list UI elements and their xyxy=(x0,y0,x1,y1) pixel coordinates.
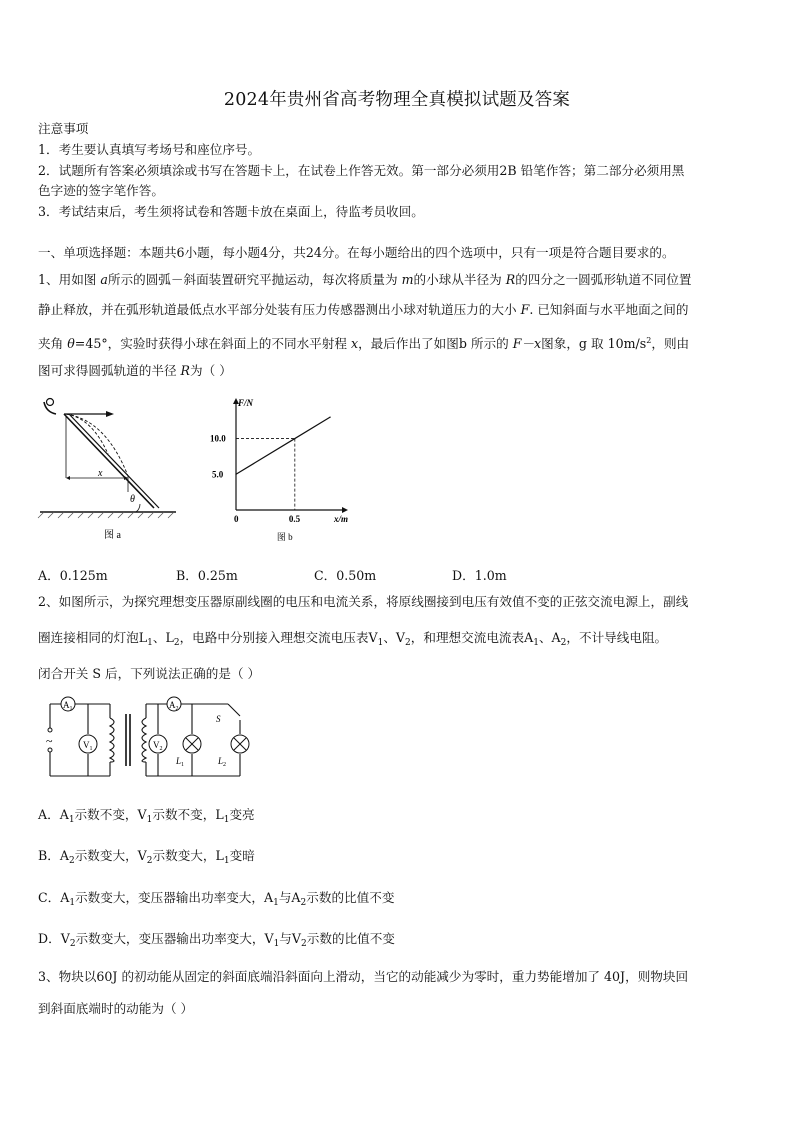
lamp-l1 xyxy=(183,735,201,753)
notice-item: 1．考生要认真填写考场号和座位序号。 xyxy=(38,142,261,157)
data-point xyxy=(330,417,331,418)
y-tick-label: 10.0 xyxy=(210,433,226,444)
figure-b-f-x-chart xyxy=(206,390,349,544)
data-point xyxy=(235,474,236,475)
ac-source-symbol: ~ xyxy=(46,734,53,748)
voltmeter-v2-label: $V_2$ xyxy=(153,740,163,752)
q2-option-a[interactable]: A．$A_1$示数不变，$V_1$示数不变，$L_1$变亮 xyxy=(38,807,255,825)
q2-line-2: 圈连接相同的灯泡$L_1$、$L_2$，电路中分别接入理想交流电压表$V_1$、$V_2$，和理想交流电流表$A_1$、$A_2$，不计导线电阻。 xyxy=(38,630,668,648)
q1-line-2: 静止释放，并在弧形轨道最低点水平部分处装有压力传感器测出小球对轨道压力的大小 F. 已知斜面与水平地面之间的 xyxy=(38,302,689,317)
q1-line-3: 夹角 θ=45°，实验时获得小球在斜面上的不同水平射程 x，最后作出了如图b 所示的 F－x图象，g 取 $10m/s^2$，则由 xyxy=(38,336,690,351)
lamp-l2 xyxy=(231,735,249,753)
figure-a-incline-apparatus xyxy=(36,392,186,544)
notice-item: 3．考试结束后，考生须将试卷和答题卡放在桌面上，待监考员收回。 xyxy=(38,204,424,219)
data-series-line xyxy=(236,417,330,474)
q2-line-1: 2、如图所示，为探究理想变压器原副线圈的电压和电流关系，将原线圈接到电压有效值不变的正弦交流电源上，副线 xyxy=(38,594,689,609)
ammeter-a1-label: $A_1$ xyxy=(63,700,73,712)
data-point xyxy=(294,438,295,439)
figure-a-theta-label: θ xyxy=(130,494,135,505)
q2-line-3: 闭合开关 S 后，下列说法正确的是（ ） xyxy=(38,666,261,681)
figure-b-caption: 图 b xyxy=(276,532,293,542)
figure-a-caption: 图 a xyxy=(104,530,121,541)
x-tick-label: 0 xyxy=(234,514,239,524)
q2-option-b[interactable]: B．$A_2$示数变大，$V_2$示数变大，$L_1$变暗 xyxy=(38,848,255,866)
transformer-circuit-diagram xyxy=(40,690,250,790)
ammeter-a2-label: $A_2$ xyxy=(169,700,179,712)
q1-option-c[interactable]: C．0.50m xyxy=(314,568,377,583)
x-axis-arrow xyxy=(342,507,348,513)
notice-item: 色字迹的签字笔作答。 xyxy=(38,183,164,198)
q1-line-4: 图可求得圆弧轨道的半径 R为（ ） xyxy=(38,363,232,378)
q1-option-d[interactable]: D．1.0m xyxy=(452,568,507,583)
notice-heading: 注意事项 xyxy=(38,121,89,136)
page-title: 2024年贵州省高考物理全真模拟试题及答案 xyxy=(223,90,571,110)
x-axis-label: x/m xyxy=(334,514,349,524)
voltmeter-v1-label: $V_1$ xyxy=(83,740,93,752)
q2-option-d[interactable]: D．$V_2$示数变大，变压器输出功率变大，$V_1$与$V_2$示数的比值不变 xyxy=(38,931,395,949)
y-tick-label: 5.0 xyxy=(212,469,224,480)
figure-a-x-label: x xyxy=(98,468,103,479)
q1-option-b[interactable]: B．0.25m xyxy=(176,568,238,583)
x-tick-label: 0.5 xyxy=(288,514,301,524)
q3-line-1: 3、物块以60J 的初动能从固定的斜面底端沿斜面向上滑动，当它的动能减少为零时，重力势能增加了 40J，则物块回 xyxy=(38,969,689,984)
notice-item: 2．试题所有答案必须填涂或书写在答题卡上，在试卷上作答无效。第一部分必须用2B 铅笔作答；第二部分必须用黑 xyxy=(38,163,685,178)
q2-option-c[interactable]: C．$A_1$示数变大，变压器输出功率变大，$A_1$与$A_2$示数的比值不变 xyxy=(38,890,395,908)
switch-s-label: S xyxy=(216,714,221,724)
lamp-l2-label: $L_2$ xyxy=(218,756,227,768)
lamp-l1-label: $L_1$ xyxy=(176,756,185,768)
q1-option-a[interactable]: A．0.125m xyxy=(38,568,108,583)
q3-line-2: 到斜面底端时的动能为（ ） xyxy=(38,1001,194,1016)
y-axis-label: F/N xyxy=(238,398,254,408)
q1-line-1: 1、用如图 a所示的圆弧－斜面装置研究平抛运动，每次将质量为 m的小球从半径为 R的四分之一圆弧形轨道不同位置 xyxy=(38,272,692,287)
section-heading: 一、单项选择题：本题共6小题，每小题4分，共24分。在每小题给出的四个选项中，只有一项是符合题目要求的。 xyxy=(38,245,675,260)
